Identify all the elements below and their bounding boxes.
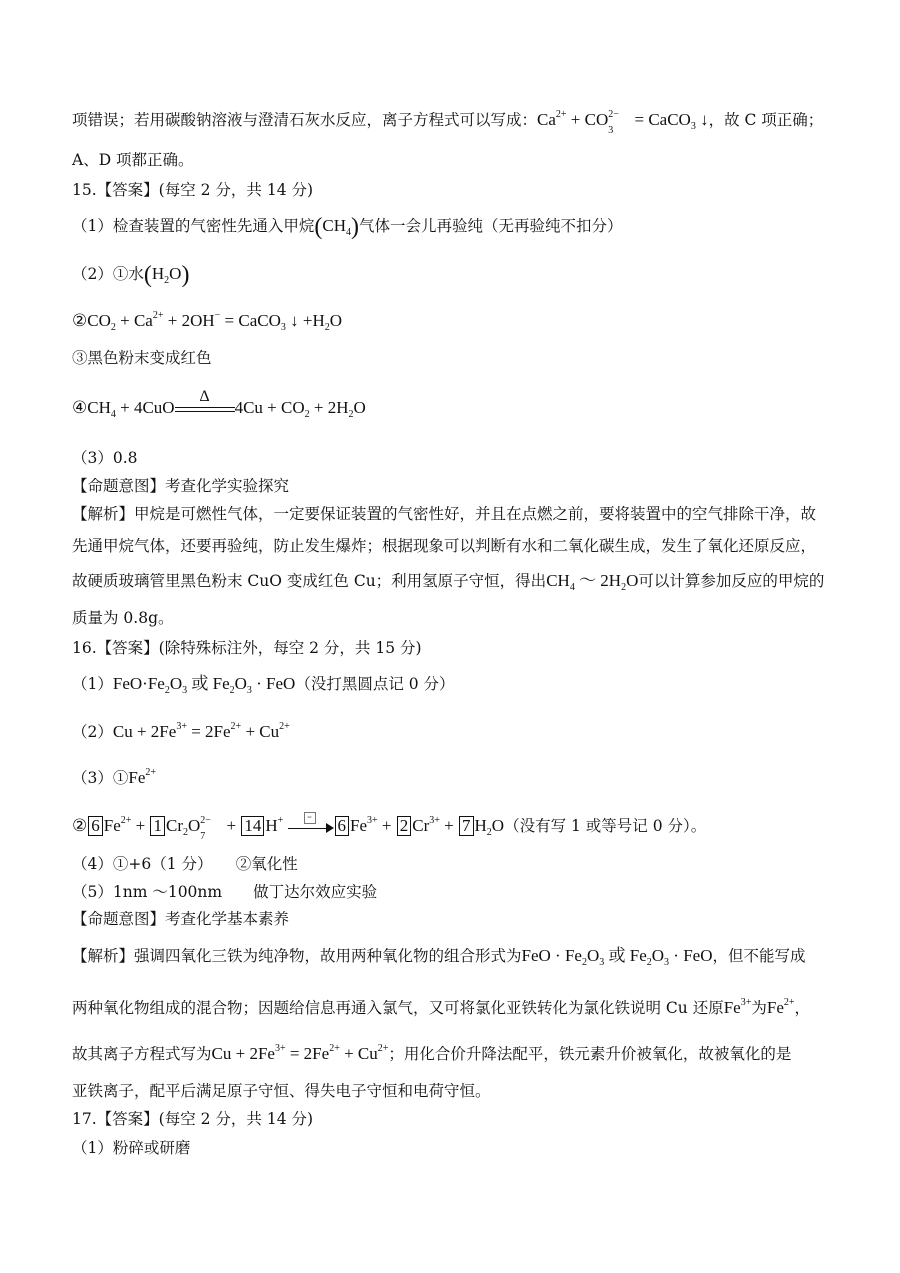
q16-part3b (72, 813, 836, 842)
text: 为 (751, 999, 767, 1017)
text: （3）① (72, 769, 129, 787)
q16-analysis-1 (72, 944, 836, 968)
ion-fe2: $Fe^{2+}$ (766, 997, 795, 1017)
q16-analysis-2: 两种氧化物组成的混合物；因题给信息再通入氯气，又可将氯化亚铁转化为氯化铁说明 Cu 还原$Fe^{3+}$为$Fe^{2+}$， (72, 997, 811, 1017)
formula-fe3o4: $FeO\cdot Fe_2O_3$ 或 $Fe_2O_3$ · FeO (112, 674, 296, 696)
reaction-arrow-icon: = (288, 818, 334, 836)
text: 故硬质玻璃管里黑色粉末 CuO 变成红色 Cu；利用氢原子守恒，得出 (72, 572, 547, 590)
q16-part3a (72, 766, 836, 790)
coeff-box: 2 (397, 816, 412, 836)
q15-analysis-2: 先通甲烷气体，还要再验纯，防止发生爆炸；根据现象可以判断有水和二氧化碳生成，发生了氧化还原反应， (72, 537, 817, 555)
q16-analysis-4: 亚铁离子，配平后满足原子守恒、得失电子守恒和电荷守恒。 (72, 1082, 491, 1100)
ion-fe2: $Fe^{2+}$ (128, 767, 157, 787)
formula-ch4: $(CH_4)$ (314, 214, 359, 240)
q15-part3: （3）0.8 (72, 449, 138, 467)
text: 项错误；若用碳酸钠溶液与澄清石灰水反应，离子方程式可以写成： (72, 111, 538, 129)
text: （2）①水 (72, 265, 144, 283)
equation-co2: $②CO_2 + Ca^{2+} + 2OH^-$ = CaCO$_3$ ↓ $+H_2O$ (72, 310, 343, 333)
q16-part5: （5）1nm ～100nm 做丁达尔效应实验 (72, 883, 378, 901)
q15-part1 (72, 214, 836, 238)
text: （1）检查装置的气密性先通入甲烷 (72, 217, 315, 235)
text: 【解析】强调四氧化三铁为纯净物，故用两种氧化物的组合形式为 (72, 947, 522, 965)
q15-part2a (72, 262, 836, 286)
q17-part1: （1）粉碎或研磨 (72, 1139, 191, 1157)
q15-part2d (72, 388, 836, 420)
q15-header: 15.【答案】(每空 2 分，共 14 分) (72, 181, 314, 199)
q15-part2c: ③黑色粉末变成红色 (72, 349, 212, 367)
text: （2） (72, 723, 113, 741)
text: ，但不能写成 (712, 947, 806, 965)
q15-part2b (72, 309, 836, 333)
equation-caco3: $Ca^{2+}$ + CO 2− 3 = CaCO$_3$ ↓ (537, 109, 709, 136)
formula-fe3o4-combo: FeO · $Fe_2O_3$ 或 $Fe_2O_3$ · FeO (521, 946, 713, 968)
text: （没有写 1 或等号记 0 分）。 (504, 817, 707, 835)
coeff-box: 1 (150, 816, 165, 836)
text: ；用化合价升降法配平，铁元素升价被氧化，故被氧化的是 (388, 1045, 792, 1063)
q15-analysis-3 (72, 569, 836, 593)
equation-cu-fe-2: $Cu + 2Fe^{3+} = 2Fe^{2+} + Cu^{2+}$ (211, 1043, 389, 1063)
q15-analysis-1: 【解析】甲烷是可燃性气体，一定要保证装置的气密性好，并且在点燃之前，要将装置中的空气排除干净，故 (72, 505, 817, 523)
heat-equals-sign: Δ (175, 399, 235, 419)
text: 两种氧化物组成的混合物；因题给信息再通入氯气，又可将氯化亚铁转化为氯化铁说明 Cu 还原 (72, 999, 724, 1017)
coeff-box: 6 (335, 816, 350, 836)
text: 可以计算参加反应的甲烷的 (638, 572, 825, 590)
coeff-box: 7 (459, 816, 474, 836)
q16-header: 16.【答案】(除特殊标注外，每空 2 分，共 15 分) (72, 639, 422, 657)
text: 气体一会儿再验纯（无再验纯不扣分） (359, 217, 623, 235)
text: ，故 C 项正确； (708, 111, 824, 129)
q16-part4: （4）①+6（1 分） ②氧化性 (72, 855, 298, 873)
formula-h2o: $(H_2O)$ (143, 262, 190, 288)
line-2: A、D 项都正确。 (72, 151, 194, 169)
equation-ch4-cuo: $④CH_4 + 4CuO$ Δ $4Cu + CO_2 + 2H_2O$ (72, 388, 366, 420)
coeff-box: 6 (88, 816, 103, 836)
q16-intent: 【命题意图】考查化学基本素养 (72, 910, 290, 928)
coeff-box: 14 (241, 816, 264, 836)
text: 故其离子方程式写为 (72, 1045, 212, 1063)
balanced-redox-equation: ② 6 $Fe^{2+} + 1$ $Cr_2O$ 2− 7 + 14 H+ = 6 $Fe^{3+} + 2$ $Cr^{3+} + 7$ $H_2O$ (72, 813, 505, 842)
q15-analysis-4: 质量为 0.8g。 (72, 609, 174, 627)
text: （没打黑圆点记 0 分） (295, 675, 455, 693)
line-1 (72, 108, 836, 136)
q16-part2 (72, 720, 836, 744)
text: （1） (72, 675, 113, 693)
equation-cu-fe: $Cu + 2Fe^{3+} = 2Fe^{2+} + Cu^{2+}$ (112, 721, 290, 741)
relation-ch4-h2o: $CH_4$ ～ $2H_2O$ (546, 571, 639, 593)
q16-analysis-3 (72, 1042, 836, 1066)
q15-intent: 【命题意图】考查化学实验探究 (72, 477, 290, 495)
q17-header: 17.【答案】(每空 2 分，共 14 分) (72, 1110, 314, 1128)
ion-fe3: $Fe^{3+}$ (723, 997, 752, 1017)
q16-part1 (72, 672, 836, 696)
